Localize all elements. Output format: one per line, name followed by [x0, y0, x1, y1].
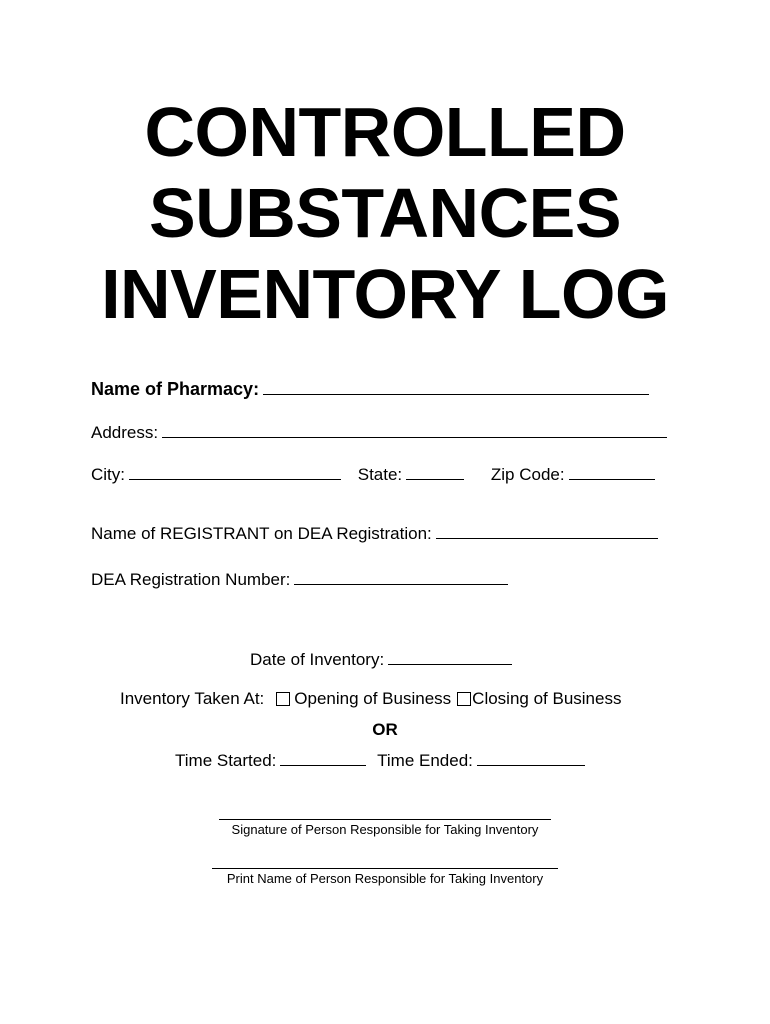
city-label: City:: [91, 465, 125, 484]
inventory-date-field[interactable]: [388, 650, 512, 665]
document-title: [0, 92, 770, 335]
zip-code-field[interactable]: [569, 465, 655, 480]
title-line-3: INVENTORY LOG: [101, 255, 669, 333]
title-line-1: CONTROLLED: [144, 93, 626, 171]
registrant-row: [91, 524, 658, 544]
registrant-field[interactable]: [436, 524, 658, 539]
closing-of-business-label: Closing of Business: [472, 689, 622, 708]
address-row: [91, 423, 667, 443]
zip-code-label: Zip Code:: [490, 465, 565, 484]
city-state-zip-row: [91, 465, 655, 485]
time-started-label: Time Started:: [175, 751, 277, 770]
city-field[interactable]: [129, 465, 341, 480]
inventory-taken-at-label: Inventory Taken At:: [120, 689, 265, 708]
registrant-label: Name of REGISTRANT on DEA Registration:: [91, 524, 432, 543]
state-label: State:: [357, 465, 403, 484]
dea-number-field[interactable]: [294, 570, 508, 585]
closing-of-business-checkbox[interactable]: [457, 692, 471, 706]
signature-caption: Signature of Person Responsible for Taking Inventory: [231, 822, 539, 837]
time-ended-field[interactable]: [477, 751, 585, 766]
state-field[interactable]: [406, 465, 464, 480]
inventory-date-label: Date of Inventory:: [250, 650, 385, 669]
signature-line[interactable]: [219, 819, 551, 820]
dea-number-row: [91, 570, 508, 590]
time-started-field[interactable]: [280, 751, 366, 766]
title-line-2: SUBSTANCES: [148, 174, 622, 252]
address-field[interactable]: [162, 423, 667, 438]
inventory-taken-at-row: [120, 689, 621, 709]
pharmacy-name-label: Name of Pharmacy:: [91, 379, 260, 399]
print-name-line[interactable]: [212, 868, 558, 869]
opening-of-business-checkbox[interactable]: [276, 692, 290, 706]
dea-number-label: DEA Registration Number:: [91, 570, 291, 589]
pharmacy-name-row: [91, 379, 649, 399]
print-name-caption: Print Name of Person Responsible for Taking Inventory: [226, 871, 544, 886]
opening-of-business-label: Opening of Business: [294, 689, 452, 708]
time-ended-label: Time Ended:: [377, 751, 473, 770]
or-divider: OR: [372, 720, 398, 739]
pharmacy-name-field[interactable]: [263, 380, 649, 395]
inventory-date-row: [250, 650, 512, 670]
time-row: [175, 751, 585, 771]
address-label: Address:: [91, 423, 159, 442]
